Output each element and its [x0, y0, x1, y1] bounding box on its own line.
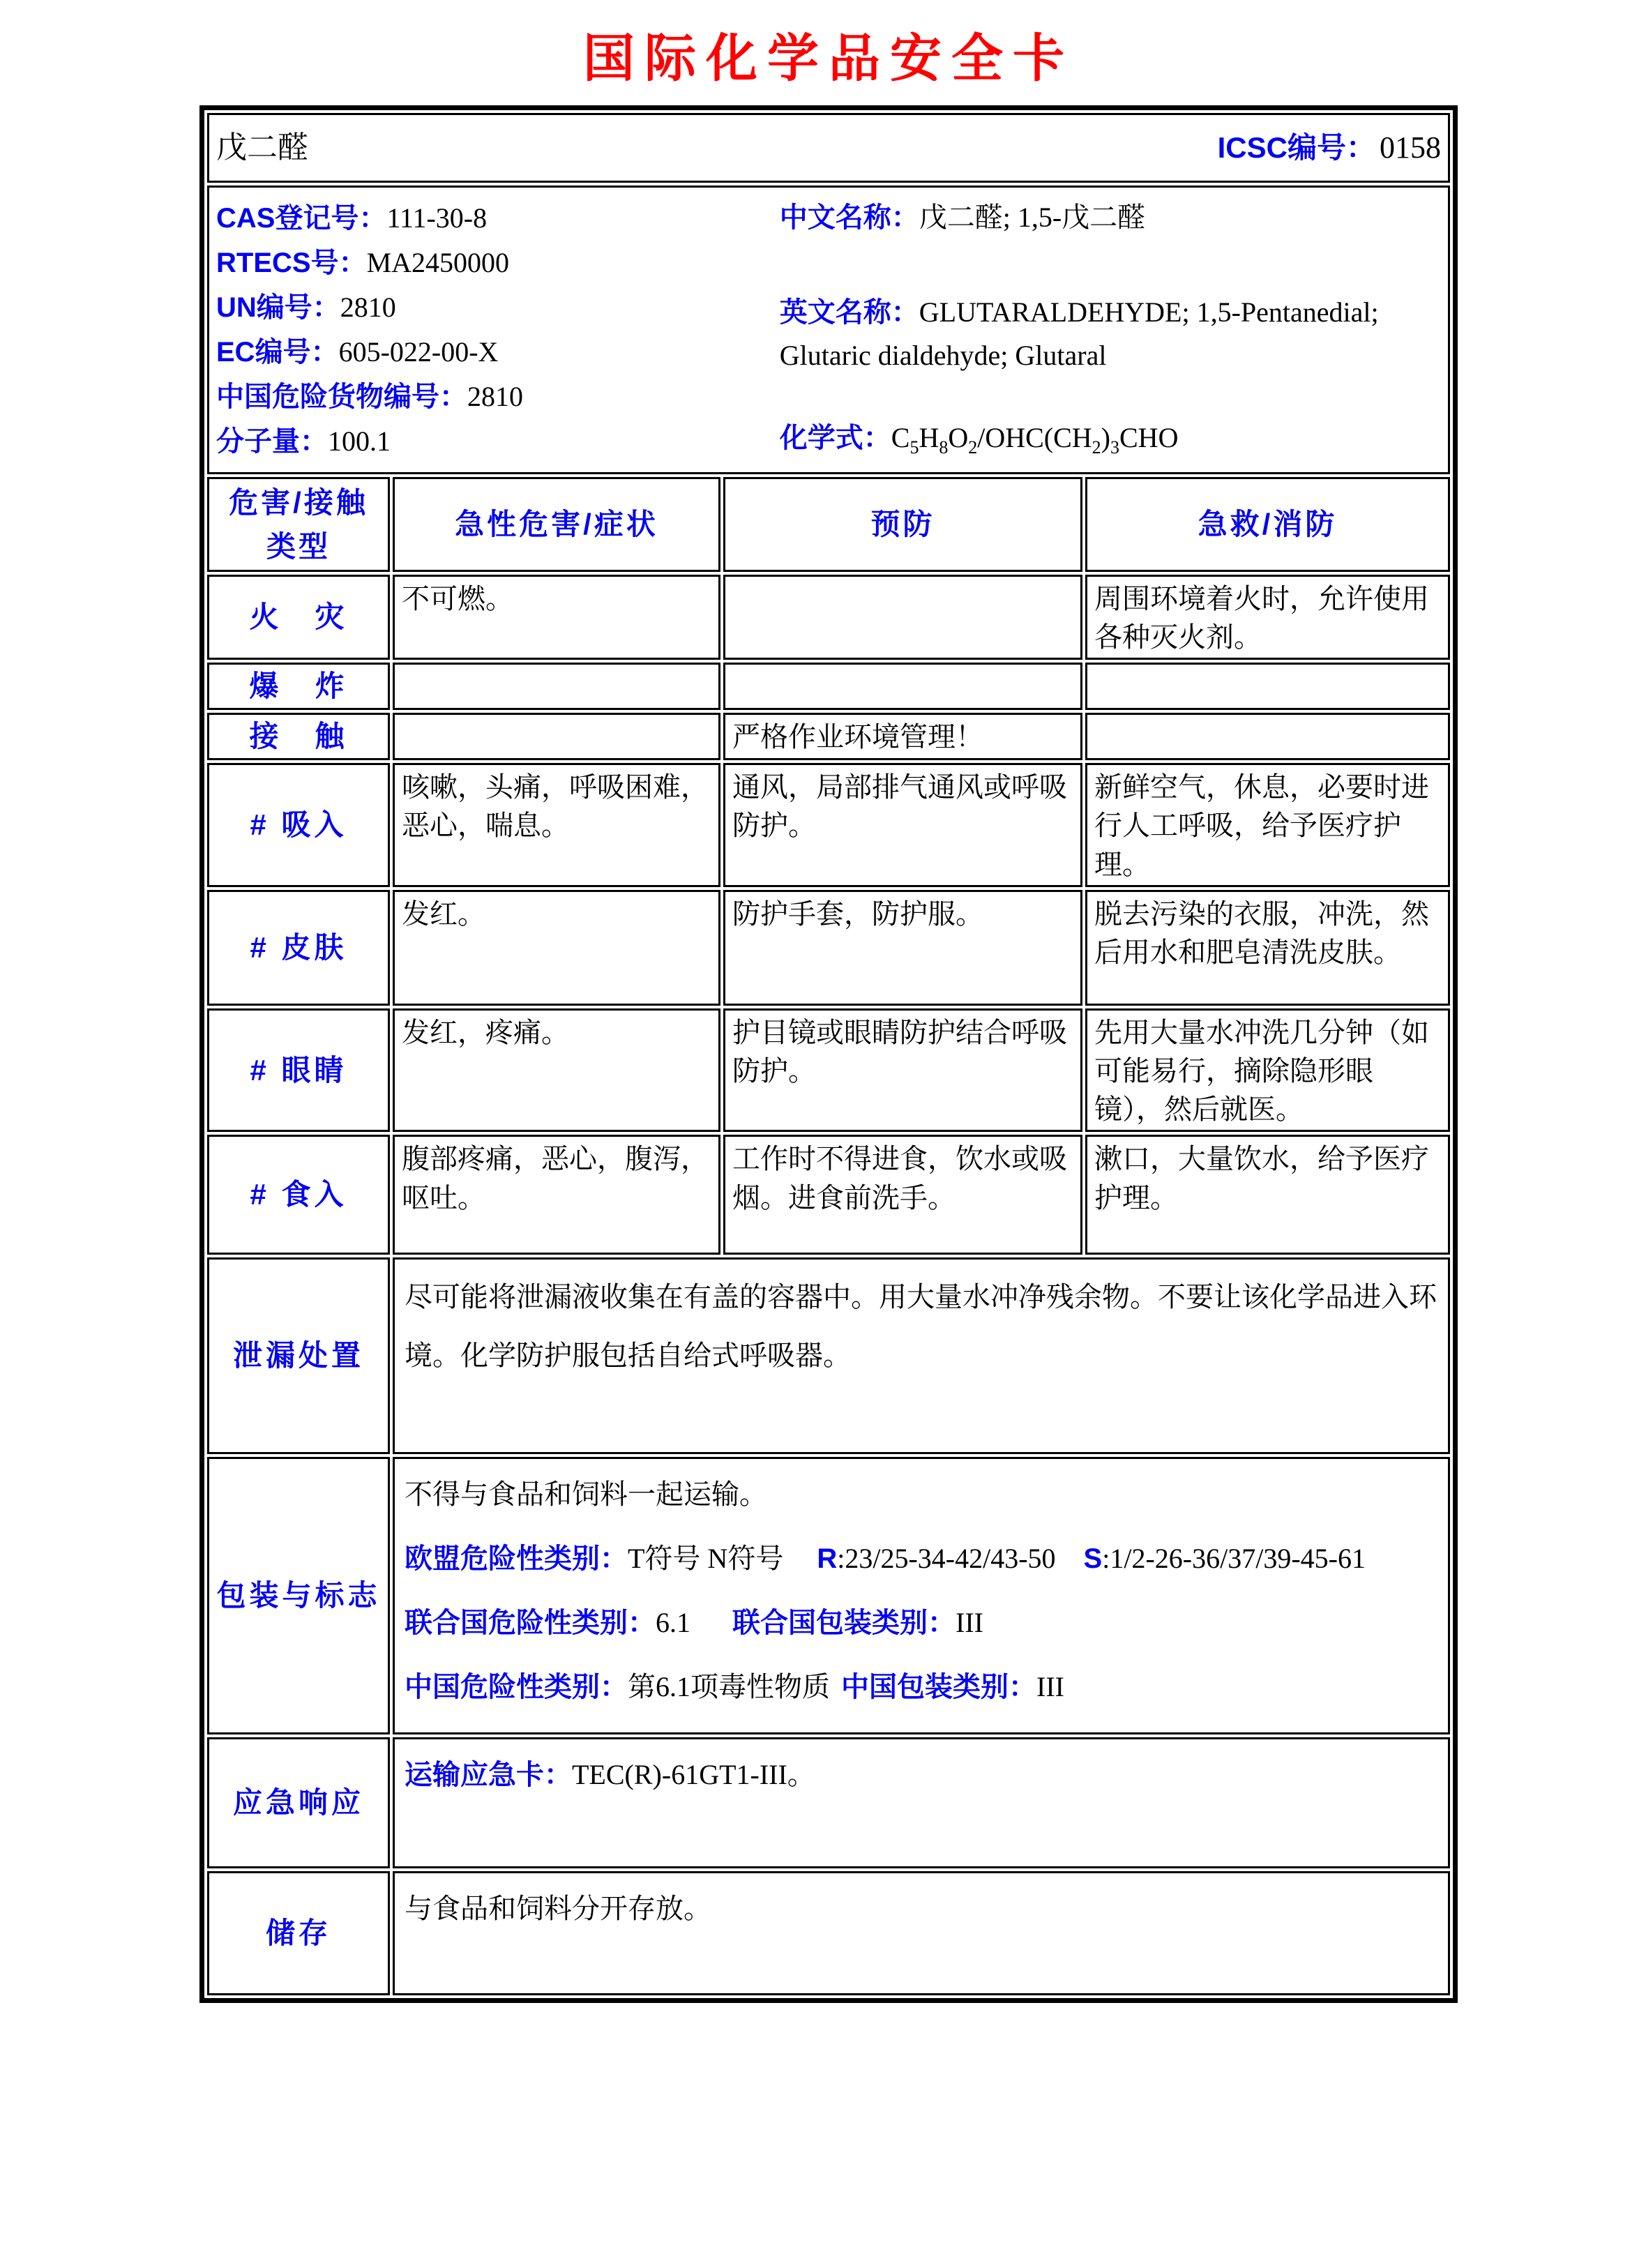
fire-prevention-cell	[723, 575, 1082, 660]
explosion-first-aid-cell	[1085, 663, 1450, 710]
eyes-first-aid-cell: 先用大量水冲洗几分钟（如可能易行，摘除隐形眼镜），然后就医。	[1085, 1008, 1450, 1133]
icsc-number-value: 0158	[1380, 130, 1441, 165]
row-explosion	[207, 663, 1450, 710]
un-pack-group-value: III	[956, 1607, 983, 1639]
header-acute-symptoms: 急性危害/症状	[393, 477, 720, 572]
row-label-skin: # 皮肤	[207, 890, 390, 1006]
chemical-name: 戊二醛	[216, 130, 308, 165]
row-label-storage: 储存	[207, 1871, 390, 1995]
r-phrases-label: R	[817, 1543, 838, 1575]
english-name-line: 英文名称：GLUTARALDEHYDE; 1,5-Pentanedial; Glutaric dialdehyde; Glutaral	[779, 296, 1379, 371]
packaging-labelling-cell	[393, 1457, 1450, 1734]
icsc-card-table	[199, 105, 1458, 2003]
row-label-ingestion: # 食入	[207, 1135, 390, 1255]
s-phrases-label: S	[1083, 1543, 1103, 1575]
eu-hazard-class-label: 欧盟危险性类别：	[405, 1543, 628, 1575]
inhalation-prevention-cell: 通风，局部排气通风或呼吸防护。	[723, 763, 1082, 887]
page-title: 国际化学品安全卡	[583, 31, 1074, 88]
row-emergency-response	[207, 1737, 1450, 1868]
cn-pack-group-label: 中国包装类别：	[841, 1672, 1036, 1703]
row-spill-disposal	[207, 1257, 1450, 1454]
identifier-list-left	[216, 196, 780, 469]
icsc-number	[1218, 127, 1441, 169]
row-contact	[207, 713, 1450, 760]
ingestion-prevention-cell: 工作时不得进食，饮水或吸烟。进食前洗手。	[723, 1135, 1082, 1255]
rtecs-number-line: RTECS号：MA2450000	[216, 246, 510, 278]
row-label-packaging: 包装与标志	[207, 1457, 390, 1734]
row-label-emergency: 应急响应	[207, 1737, 390, 1868]
cn-pack-group-value: III	[1036, 1671, 1064, 1703]
identifier-cell	[207, 186, 1450, 474]
chemical-formula-line: 化学式：$C_5H_8O_2/OHC(CH_2)_3CHO$	[779, 421, 1179, 458]
explosion-prevention-cell	[723, 663, 1082, 710]
storage-text: 与食品和饲料分开存放。	[405, 1893, 711, 1925]
row-label-contact: 接 触	[207, 713, 390, 760]
inhalation-first-aid-cell: 新鲜空气，休息，必要时进行人工呼吸，给予医疗护理。	[1085, 763, 1450, 887]
page-content	[199, 31, 1458, 2003]
row-label-inhalation: # 吸入	[207, 763, 390, 887]
eyes-symptoms-cell: 发红，疼痛。	[393, 1008, 720, 1133]
un-pack-group-label: 联合国包装类别：	[732, 1608, 956, 1639]
identifier-list-right	[780, 196, 1441, 469]
row-label-explosion: 爆 炸	[207, 663, 390, 710]
ingestion-symptoms-cell: 腹部疼痛，恶心，腹泻，呕吐。	[393, 1135, 720, 1255]
row-label-fire: 火 灾	[207, 575, 390, 660]
explosion-symptoms-cell	[393, 663, 720, 710]
row-skin	[207, 890, 1450, 1006]
skin-symptoms-cell: 发红。	[393, 890, 720, 1006]
row-ingestion	[207, 1135, 1450, 1255]
transport-emergency-card-line	[405, 1748, 1438, 1802]
row-packaging-labelling	[207, 1457, 1450, 1734]
un-number-line: UN编号：2810	[216, 291, 396, 323]
r-phrases-value: :23/25-34-42/43-50	[837, 1543, 1056, 1575]
row-label-eyes: # 眼睛	[207, 1008, 390, 1133]
transport-emergency-card-value: TEC(R)-61GT1-III。	[572, 1759, 815, 1791]
row-inhalation	[207, 763, 1450, 887]
contact-prevention-cell: 严格作业环境管理！	[723, 713, 1082, 760]
row-eyes	[207, 1008, 1450, 1133]
emergency-response-cell	[393, 1737, 1450, 1868]
contact-first-aid-cell	[1085, 713, 1450, 760]
un-class-line	[405, 1596, 1438, 1650]
ec-number-line: EC编号：605-022-00-X	[216, 335, 499, 368]
cn-hazard-class-value: 第6.1项毒性物质	[628, 1671, 830, 1703]
hazard-header-row	[207, 477, 1450, 572]
transport-emergency-card-label: 运输应急卡：	[405, 1760, 572, 1791]
cn-hazard-class-label: 中国危险性类别：	[405, 1672, 628, 1703]
skin-prevention-cell: 防护手套，防护服。	[723, 890, 1082, 1006]
cas-number-line: CAS登记号：111-30-8	[216, 202, 488, 234]
spill-disposal-cell	[393, 1257, 1450, 1454]
fire-symptoms-cell: 不可燃。	[393, 575, 720, 660]
inhalation-symptoms-cell: 咳嗽，头痛，呼吸困难，恶心，喘息。	[393, 763, 720, 887]
row-label-spill-disposal: 泄漏处置	[207, 1257, 390, 1454]
skin-first-aid-cell: 脱去污染的衣服，冲洗，然后用水和肥皂清洗皮肤。	[1085, 890, 1450, 1006]
fire-first-aid-cell: 周围环境着火时，允许使用各种灭火剂。	[1085, 575, 1450, 660]
chemical-formula: $C_5H_8O_2/OHC(CH_2)_3CHO$	[891, 421, 1179, 458]
china-dg-number-line: 中国危险货物编号：2810	[216, 380, 523, 412]
ingestion-first-aid-cell: 漱口，大量饮水，给予医疗护理。	[1085, 1135, 1450, 1255]
storage-cell	[393, 1871, 1450, 1995]
name-cell	[207, 113, 1450, 183]
cn-class-line	[405, 1660, 1438, 1714]
icsc-number-label: ICSC编号：	[1217, 130, 1375, 164]
name-row	[207, 113, 1450, 183]
packaging-transport-note: 不得与食品和饲料一起运输。	[405, 1479, 767, 1511]
row-fire	[207, 575, 1450, 660]
header-first-aid: 急救/消防	[1085, 477, 1450, 572]
chinese-name-line: 中文名称：戊二醛; 1,5-戊二醛	[779, 201, 1146, 233]
un-hazard-class-value: 6.1	[656, 1607, 690, 1639]
molecular-weight-line: 分子量：100.1	[216, 425, 391, 457]
contact-symptoms-cell	[393, 713, 720, 760]
eu-hazard-class-value: T符号 N符号	[628, 1543, 784, 1575]
spill-disposal-text: 尽可能将泄漏液收集在有盖的容器中。用大量水冲净残余物。不要让该化学品进入环境。化学防护服包括自给式呼吸器。	[405, 1281, 1437, 1372]
s-phrases-value: :1/2-26-36/37/39-45-61	[1102, 1543, 1366, 1575]
eyes-prevention-cell: 护目镜或眼睛防护结合呼吸防护。	[723, 1008, 1082, 1133]
row-storage	[207, 1871, 1450, 1995]
identifier-row	[207, 186, 1450, 474]
header-hazard-type: 危害/接触类型	[207, 477, 390, 572]
eu-hazard-class-line	[405, 1532, 1438, 1586]
header-prevention: 预防	[723, 477, 1082, 572]
un-hazard-class-label: 联合国危险性类别：	[405, 1608, 656, 1639]
